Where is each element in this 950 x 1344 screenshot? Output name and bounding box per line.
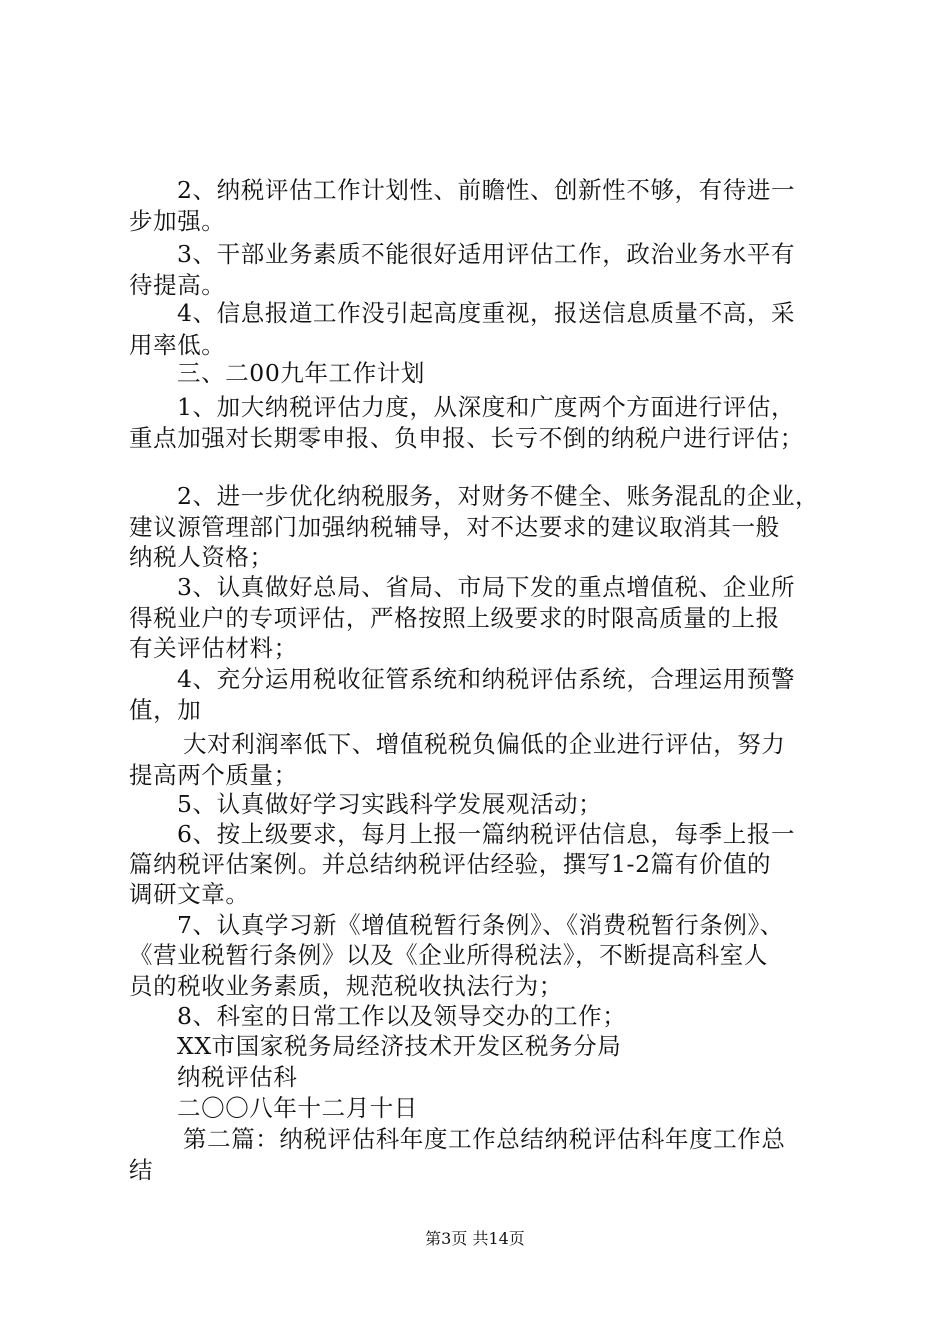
text-line: 1、加大纳税评估力度，从深度和广度两个方面进行评估， xyxy=(177,393,796,421)
text-line: 4、充分运用税收征管系统和纳税评估系统，合理运用预警 xyxy=(177,665,796,693)
text-line: 篇纳税评估案例。并总结纳税评估经验，撰写1-2篇有价值的 xyxy=(129,850,772,878)
text-line: 7、认真学习新《增值税暂行条例》、《消费税暂行条例》、 xyxy=(177,911,784,939)
chapter-heading: 第二篇：纳税评估科年度工作总结纳税评估科年度工作总 xyxy=(183,1125,786,1153)
text-line: 6、按上级要求，每月上报一篇纳税评估信息，每季上报一 xyxy=(177,820,796,848)
text-line: 用率低。 xyxy=(129,331,226,359)
signature-organization: XX市国家税务局经济技术开发区税务分局 xyxy=(177,1032,622,1060)
text-line: 纳税人资格； xyxy=(129,543,274,571)
text-line: 值，加 xyxy=(129,696,202,724)
page-number: 第3页 共14页 xyxy=(425,1229,525,1248)
text-line: 步加强。 xyxy=(129,207,226,235)
text-line: 4、信息报道工作没引起高度重视，报送信息质量不高，采 xyxy=(177,299,796,327)
text-line: 5、认真做好学习实践科学发展观活动； xyxy=(177,790,603,818)
signature-department: 纳税评估科 xyxy=(177,1063,298,1091)
signature-date: 二〇〇八年十二月十日 xyxy=(177,1094,418,1122)
text-line: 待提高。 xyxy=(129,271,226,299)
text-line: 建议源管理部门加强纳税辅导，对不达要求的建议取消其一般 xyxy=(129,513,780,541)
text-line: 有关评估材料； xyxy=(129,634,298,662)
text-line: 3、认真做好总局、省局、市局下发的重点增值税、企业所 xyxy=(177,573,796,601)
text-line: 结 xyxy=(129,1156,154,1184)
section-heading: 三、二00九年工作计划 xyxy=(177,359,426,387)
text-line: 得税业户的专项评估，严格按照上级要求的时限高质量的上报 xyxy=(129,604,780,632)
text-line: 提高两个质量； xyxy=(129,761,298,789)
text-line: 大对利润率低下、增值税税负偏低的企业进行评估，努力 xyxy=(183,730,786,758)
text-line: 8、科室的日常工作以及领导交办的工作； xyxy=(177,1002,627,1030)
text-line: 员的税收业务素质，规范税收执法行为； xyxy=(129,972,563,1000)
text-line: 2、进一步优化纳税服务，对财务不健全、账务混乱的企业， xyxy=(177,482,820,510)
text-line: 《营业税暂行条例》以及《企业所得税法》，不断提高科室人 xyxy=(129,941,768,969)
text-line: 2、纳税评估工作计划性、前瞻性、创新性不够，有待进一 xyxy=(177,176,796,204)
text-line: 3、干部业务素质不能很好适用评估工作，政治业务水平有 xyxy=(177,240,796,268)
text-line: 重点加强对长期零申报、负申报、长亏不倒的纳税户进行评估； xyxy=(129,424,804,452)
text-line: 调研文章。 xyxy=(129,880,250,908)
